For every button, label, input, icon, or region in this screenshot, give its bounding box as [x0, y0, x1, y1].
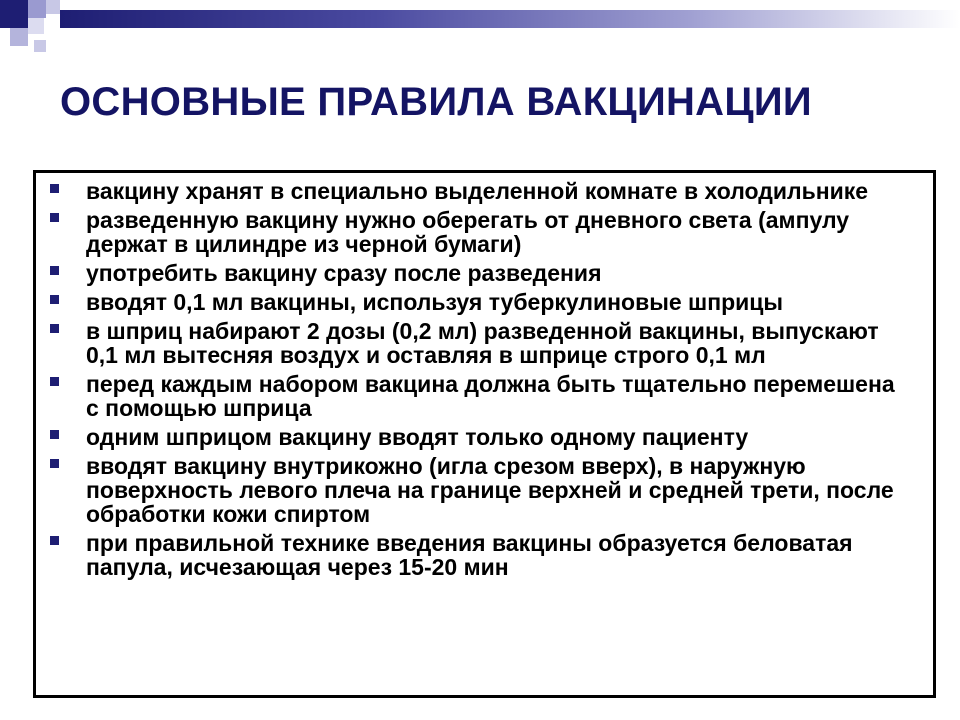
square-bullet-icon [50, 184, 59, 193]
square-bullet-icon [50, 324, 59, 333]
decor-square-pale [28, 18, 44, 34]
decor-square-medium-lower [10, 28, 28, 46]
rule-text: одним шприцом вакцину вводят только одному пациенту [86, 424, 749, 450]
decor-square-light [46, 0, 60, 14]
rule-text: вводят 0,1 мл вакцины, используя туберкулиновые шприцы [86, 289, 784, 315]
rule-text: употребить вакцину сразу после разведения [86, 260, 602, 286]
square-bullet-icon [50, 266, 59, 275]
rule-item [46, 425, 913, 449]
rule-item [46, 531, 913, 579]
rule-item [46, 372, 913, 420]
header-gradient-bar [60, 10, 960, 28]
rule-item [46, 319, 913, 367]
rule-text: вводят вакцину внутрикожно (игла срезом вверх), в наружную поверхность левого плеча на границе верхней и средней трети, после обработки кожи спиртом [86, 453, 894, 527]
rule-text: перед каждым набором вакцина должна быть тщательно перемешена с помощью шприца [86, 371, 895, 421]
square-bullet-icon [50, 459, 59, 468]
rule-item [46, 454, 913, 526]
rules-list [36, 173, 933, 579]
rule-text: в шприц набирают 2 дозы (0,2 мл) разведенной вакцины, выпускают 0,1 мл вытесняя воздух и оставляя в шприце строго 0,1 мл [86, 318, 879, 368]
rule-text: при правильной технике введения вакцины образуется беловатая папула, исчезающая через 15-20 мин [86, 530, 853, 580]
decor-square-medium [28, 0, 46, 18]
rules-box [33, 170, 936, 698]
square-bullet-icon [50, 213, 59, 222]
square-bullet-icon [50, 377, 59, 386]
decor-square-small [34, 40, 46, 52]
square-bullet-icon [50, 536, 59, 545]
rule-item [46, 290, 913, 314]
rule-item [46, 208, 913, 256]
slide-title: ОСНОВНЫЕ ПРАВИЛА ВАКЦИНАЦИИ [60, 80, 812, 124]
decor-square-dark [0, 0, 28, 28]
square-bullet-icon [50, 295, 59, 304]
rule-item [46, 179, 913, 203]
rule-text: вакцину хранят в специально выделенной комнате в холодильнике [86, 178, 869, 204]
rule-text: разведенную вакцину нужно оберегать от дневного света (ампулу держат в цилиндре из черной бумаги) [86, 207, 850, 257]
square-bullet-icon [50, 430, 59, 439]
rule-item [46, 261, 913, 285]
